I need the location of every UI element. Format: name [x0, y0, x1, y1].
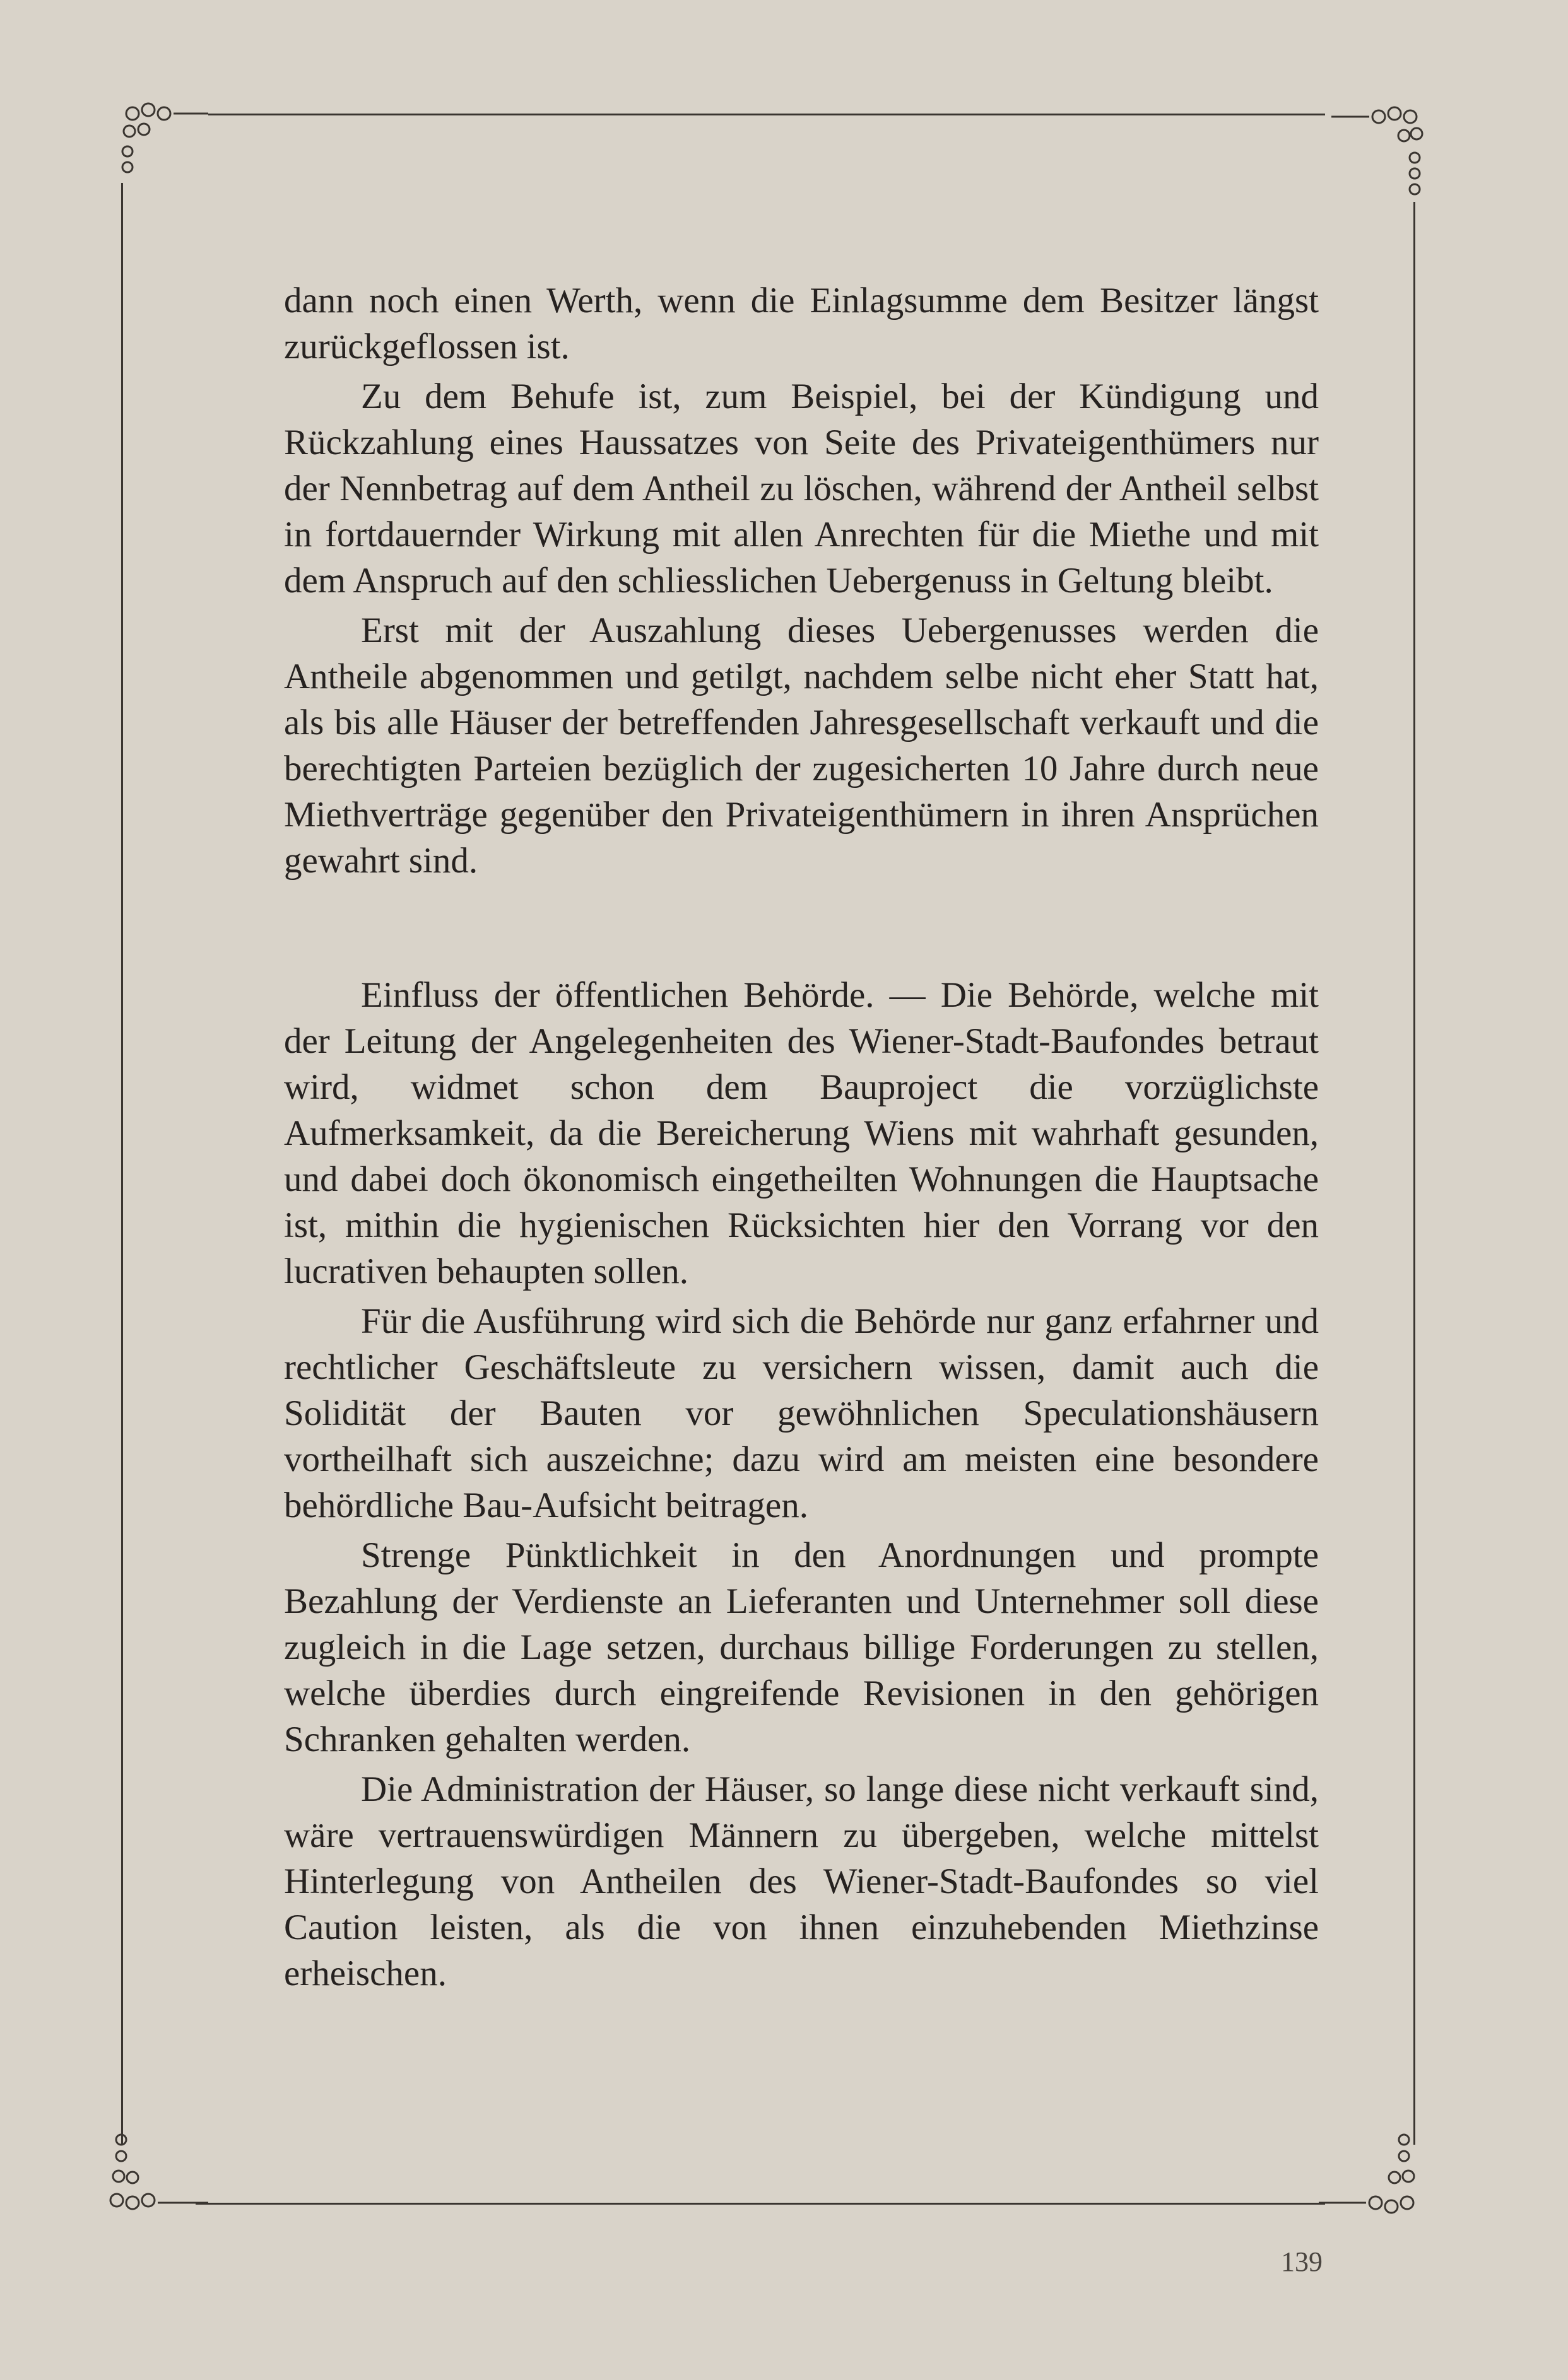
page-number: 139: [1281, 2246, 1323, 2277]
paragraph-2: Zu dem Behufe ist, zum Beispiel, bei der Kündigung und Rückzahlung eines Haussatzes von Seite des Privateigenthümers nur der Nennbetrag auf dem Antheil zu löschen, während der Antheil selbst in fortdauernder Wirkung mit allen Anrechten für die Miethe und mit dem Anspruch auf den schliesslichen Uebergenuss in Geltung bleibt.: [284, 377, 1319, 601]
corner-ornament-top-right-icon: [1331, 95, 1432, 202]
body-text: [284, 278, 1319, 1996]
frame-top-rule: [208, 114, 1325, 115]
corner-ornament-bottom-right-icon: [1319, 2132, 1420, 2227]
corner-ornament-bottom-left-icon: [101, 2132, 208, 2220]
frame-right-rule: [1413, 202, 1415, 2145]
frame-bottom-rule: [196, 2203, 1325, 2205]
paragraph-3: Erst mit der Auszahlung dieses Uebergenusses werden die Antheile abgenommen und getilgt, nachdem selbe nicht eher Statt hat, als bis alle Häuser der betreffenden Jahresgesellschaft verkauft und die berechtigten Parteien bezüglich der zugesicherten 10 Jahre durch neue Miethverträge gegenüber den Privateigenthümern in ihren Ansprüchen gewahrt sind.: [284, 611, 1319, 881]
frame-left-rule: [121, 183, 123, 2145]
paragraph-5: Für die Ausführung wird sich die Behörde nur ganz erfahrner und rechtlicher Geschäftsleute zu versichern wissen, damit auch die Solidität der Bauten vor gewöhnlichen Speculationshäusern vortheilhaft sich auszeichne; dazu wird am meisten eine besondere behördliche Bau-Aufsicht beitragen.: [284, 1301, 1319, 1525]
paragraph-1: dann noch einen Werth, wenn die Einlagsumme dem Besitzer längst zurückgeflossen ist.: [284, 281, 1319, 366]
paragraph-section-heading: Einfluss der öffentlichen Behörde. — Die Behörde, welche mit der Leitung der Angelegenheiten des Wiener-Stadt-Baufondes betraut wird, widmet schon dem Bauproject die vorzüglichste Aufmerksamkeit, da die Bereicherung Wiens mit wahrhaft gesunden, und dabei doch ökonomisch eingetheilten Wohnungen die Hauptsache ist, mithin die hygienischen Rücksichten hier den Vorrang vor den lucrativen behaupten sollen.: [284, 975, 1319, 1291]
paragraph-7: Die Administration der Häuser, so lange diese nicht verkauft sind, wäre vertrauenswürdigen Männern zu übergeben, welche mittelst Hinterlegung von Antheilen des Wiener-Stadt-Baufondes so viel Caution leisten, als die von ihnen einzuhebenden Miethzinse erheischen.: [284, 1769, 1319, 1993]
corner-ornament-top-left-icon: [114, 95, 215, 189]
paragraph-6: Strenge Pünktlichkeit in den Anordnungen und prompte Bezahlung der Verdienste an Lieferanten und Unternehmer soll diese zugleich in die Lage setzen, durchaus billige Forderungen zu stellen, welche überdies durch eingreifende Revisionen in den gehörigen Schranken gehalten werden.: [284, 1535, 1319, 1759]
